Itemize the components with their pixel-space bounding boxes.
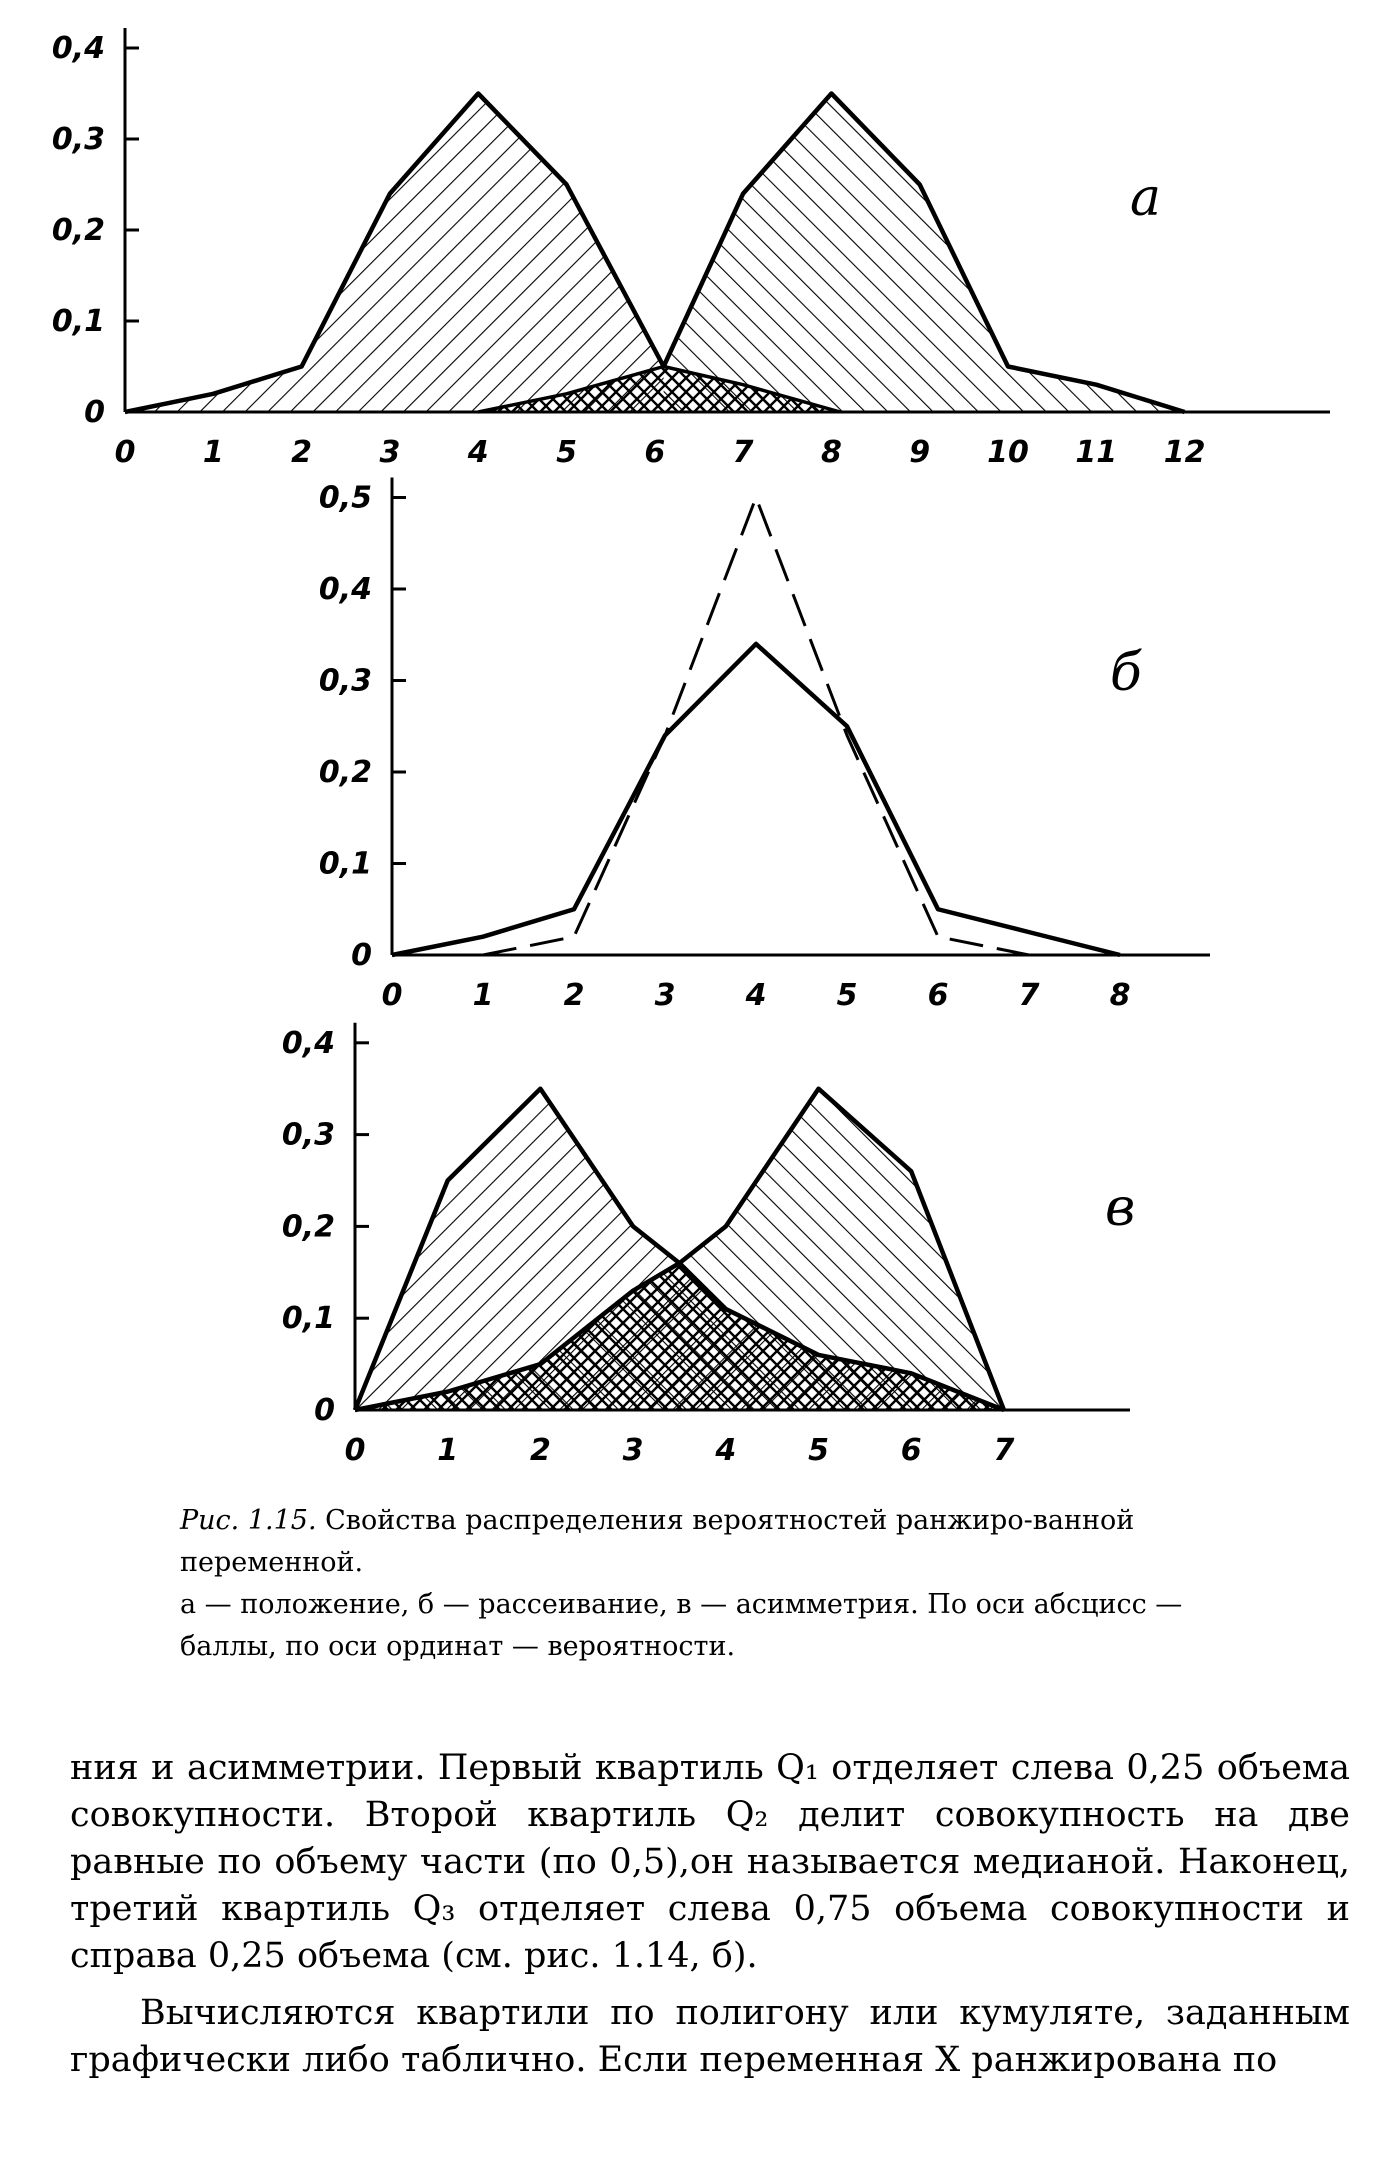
- x-tick-label: 10: [987, 435, 1029, 470]
- x-tick-label: 5: [836, 978, 858, 1013]
- x-tick-label: 4: [715, 1433, 737, 1468]
- panel-c-chart: [282, 1023, 1135, 1468]
- paragraph-1: ния и асимметрии. Первый квартиль Q₁ отделяет слева 0,25 объема совокупности. Второй квартиль Q₂ делит совокупность на две равные по объему части (по 0,5),он называется медианой. Наконец, третий квартиль Q₃ отделяет слева 0,75 объема совокупности и справа 0,25 объема (см. рис. 1.14, б).: [70, 1748, 1350, 1976]
- panel-letter: б: [1110, 643, 1142, 703]
- x-tick-label: 9: [909, 435, 931, 470]
- paragraph-2: Вычисляются квартили по полигону или кумуляте, заданным графически либо таблично. Если переменная X ранжирована по: [70, 1993, 1350, 2080]
- y-tick-label: 0,4: [318, 572, 372, 607]
- x-tick-label: 6: [644, 435, 666, 470]
- y-tick-label: 0,2: [318, 755, 372, 790]
- x-tick-label: 7: [732, 435, 754, 470]
- panel-b-chart: [319, 478, 1210, 1014]
- x-tick-label: 7: [993, 1433, 1015, 1468]
- y-tick-label: 0,3: [318, 663, 372, 699]
- panel-letter: в: [1105, 1178, 1136, 1238]
- figure-title: Свойства распределения вероятностей ранжиро-ванной переменной.: [180, 1505, 1135, 1578]
- x-tick-label: 8: [820, 435, 842, 470]
- x-tick-label: 7: [1018, 978, 1040, 1013]
- y-tick-label: 0: [84, 395, 105, 430]
- y-tick-label: 0,2: [51, 213, 105, 248]
- y-tick-label: 0: [351, 938, 372, 973]
- x-tick-label: 11: [1075, 435, 1118, 470]
- y-tick-label: 0,4: [281, 1025, 335, 1061]
- x-tick-label: 5: [556, 435, 577, 470]
- x-tick-label: 1: [437, 1433, 459, 1468]
- x-tick-label: 6: [927, 978, 949, 1013]
- dashed-polygon: [483, 498, 1120, 956]
- figure-caption: [180, 1500, 1240, 1668]
- x-tick-label: 4: [467, 435, 489, 470]
- y-tick-label: 0,5: [318, 480, 372, 516]
- x-tick-label: 12: [1163, 435, 1206, 470]
- panel-letter: а: [1130, 168, 1162, 228]
- y-tick-label: 0,3: [51, 122, 105, 157]
- y-tick-label: 0,2: [281, 1209, 335, 1245]
- y-tick-label: 0: [314, 1393, 335, 1428]
- x-tick-label: 0: [344, 1433, 366, 1468]
- x-tick-label: 0: [381, 978, 403, 1013]
- y-tick-label: 0,1: [318, 846, 372, 882]
- y-tick-label: 0,1: [51, 304, 105, 339]
- x-tick-label: 5: [808, 1433, 829, 1468]
- x-tick-label: 8: [1109, 978, 1131, 1013]
- x-tick-label: 2: [291, 435, 313, 470]
- x-tick-label: 2: [529, 1433, 551, 1468]
- hatched-area: [664, 94, 1185, 413]
- x-tick-label: 3: [379, 435, 401, 470]
- x-tick-label: 4: [745, 978, 767, 1013]
- figure-legend: а — положение, б — рассеивание, в — асимметрия. По оси абсцисс — баллы, по оси ординат — вероятности.: [180, 1589, 1183, 1662]
- y-tick-label: 0,4: [51, 31, 105, 66]
- x-tick-label: 6: [900, 1433, 922, 1468]
- x-tick-label: 2: [563, 978, 585, 1013]
- y-tick-label: 0,1: [281, 1301, 335, 1337]
- x-tick-label: 3: [654, 978, 676, 1013]
- x-tick-label: 1: [202, 435, 224, 470]
- solid-polygon: [392, 644, 1120, 955]
- figure-number: Рис. 1.15.: [180, 1505, 317, 1536]
- hatched-area: [125, 94, 664, 413]
- x-tick-label: 0: [114, 435, 136, 470]
- y-tick-label: 0,3: [281, 1117, 335, 1153]
- body-text: [70, 1745, 1350, 2084]
- x-tick-label: 3: [622, 1433, 644, 1468]
- x-tick-label: 1: [472, 978, 494, 1013]
- panel-a-chart: [52, 28, 1330, 470]
